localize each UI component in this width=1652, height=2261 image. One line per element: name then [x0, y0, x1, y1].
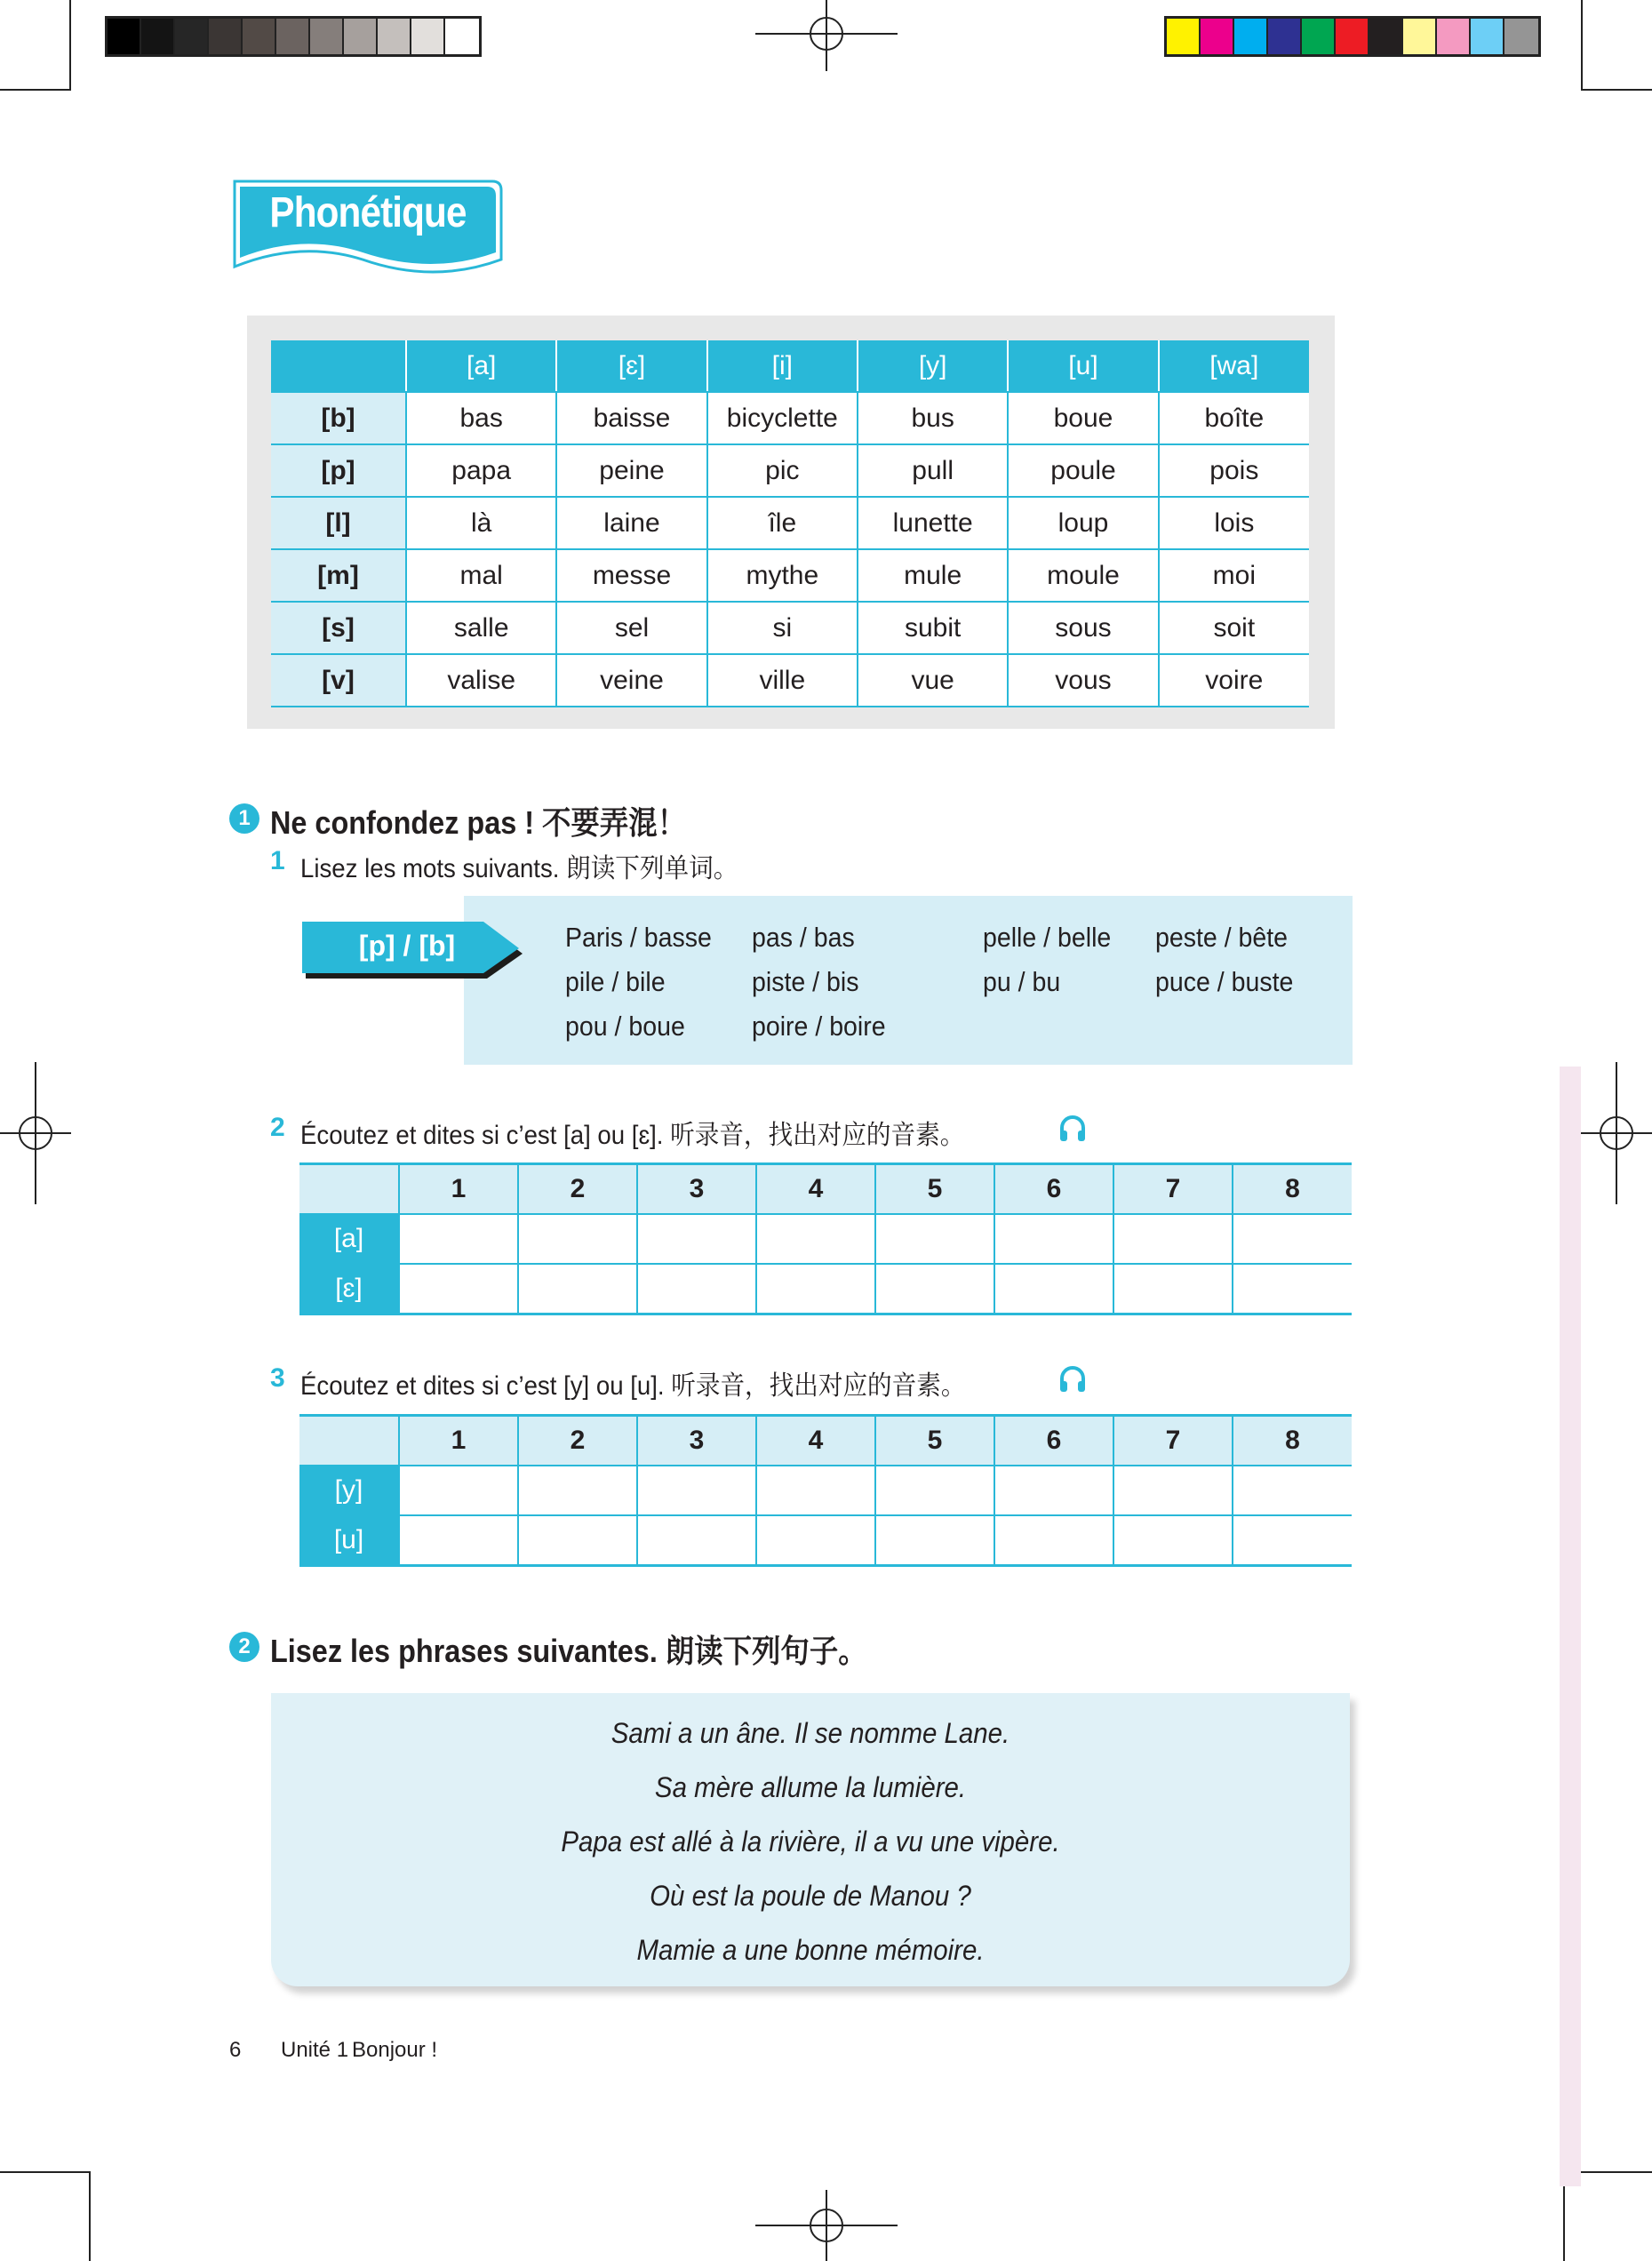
- table-cell: peine: [556, 444, 706, 497]
- table-row: [271, 497, 1309, 549]
- word-pair: pelle / belle: [983, 922, 1112, 953]
- table-cell: veine: [556, 654, 706, 707]
- answer-cell[interactable]: [1113, 1214, 1233, 1264]
- color-swatch: [1302, 19, 1336, 54]
- table-cell: papa: [406, 444, 556, 497]
- gray-color-bar: [105, 16, 482, 57]
- table-cell: salle: [406, 602, 556, 654]
- table-cell: lois: [1159, 497, 1309, 549]
- listening-table-y-u: [299, 1414, 1352, 1567]
- table-cell: sel: [556, 602, 706, 654]
- sentence: Mamie a une bonne mémoire.: [636, 1934, 985, 1966]
- answer-cell[interactable]: [518, 1515, 637, 1566]
- answer-cell[interactable]: [637, 1515, 756, 1566]
- answer-cell[interactable]: [1233, 1466, 1352, 1515]
- word-pair: poire / boire: [752, 1011, 886, 1042]
- table-row: [271, 444, 1309, 497]
- table-cell: messe: [556, 549, 706, 602]
- table-row: [271, 654, 1309, 707]
- table-cell: moi: [1159, 549, 1309, 602]
- color-swatch: [1336, 19, 1369, 54]
- answer-cell[interactable]: [875, 1466, 994, 1515]
- table-cell: voire: [1159, 654, 1309, 707]
- column-header: 7: [1113, 1164, 1233, 1215]
- footer-unit-title: Bonjour !: [352, 2038, 438, 2062]
- column-header: 5: [875, 1416, 994, 1466]
- phonetic-table-header: [271, 340, 1309, 392]
- exercise-1-number: 1: [229, 803, 259, 834]
- column-header: 7: [1113, 1416, 1233, 1466]
- table-row: [299, 1515, 1352, 1566]
- answer-cell[interactable]: [1233, 1214, 1352, 1264]
- column-header: 3: [637, 1164, 756, 1215]
- answer-cell[interactable]: [1233, 1515, 1352, 1566]
- column-header: [u]: [1008, 340, 1158, 392]
- answer-cell[interactable]: [399, 1214, 518, 1264]
- listening-table-header: [299, 1416, 1352, 1466]
- answer-cell[interactable]: [994, 1466, 1113, 1515]
- answer-cell[interactable]: [637, 1214, 756, 1264]
- table-row: [299, 1264, 1352, 1314]
- answer-cell[interactable]: [637, 1264, 756, 1314]
- registration-mark-bottom: [755, 2190, 898, 2261]
- table-row: [271, 549, 1309, 602]
- phonetique-title: Phonétique: [269, 189, 467, 236]
- color-swatch: [445, 19, 479, 54]
- table-cell: loup: [1008, 497, 1158, 549]
- answer-cell[interactable]: [994, 1214, 1113, 1264]
- color-swatch: [1268, 19, 1302, 54]
- color-swatch: [1201, 19, 1234, 54]
- color-swatch: [243, 19, 276, 54]
- exercise-1-title: Ne confondez pas ! 不要弄混！: [270, 804, 687, 841]
- headphones-icon[interactable]: [1057, 1114, 1088, 1144]
- row-header: [b]: [271, 392, 406, 444]
- column-header: [271, 340, 406, 392]
- table-cell: boue: [1008, 392, 1158, 444]
- column-header: [i]: [707, 340, 858, 392]
- table-cell: là: [406, 497, 556, 549]
- word-pair: pu / bu: [983, 966, 1061, 997]
- column-header: 5: [875, 1164, 994, 1215]
- table-cell: baisse: [556, 392, 706, 444]
- row-header: [y]: [299, 1466, 399, 1515]
- table-cell: poule: [1008, 444, 1158, 497]
- color-swatch: [1504, 19, 1538, 54]
- footer-unit: Unité 1: [281, 2038, 349, 2062]
- table-row: [299, 1214, 1352, 1264]
- color-swatch: [276, 19, 310, 54]
- answer-cell[interactable]: [518, 1264, 637, 1314]
- answer-cell[interactable]: [518, 1466, 637, 1515]
- column-header: 4: [756, 1416, 875, 1466]
- table-cell: subit: [858, 602, 1008, 654]
- table-cell: bus: [858, 392, 1008, 444]
- column-header: 1: [399, 1416, 518, 1466]
- column-header: [wa]: [1159, 340, 1309, 392]
- table-row: [299, 1466, 1352, 1515]
- column-header: 8: [1233, 1164, 1352, 1215]
- row-header: [ɛ]: [299, 1264, 399, 1314]
- word-pair: pou / boue: [565, 1011, 685, 1042]
- pb-label: [p] / [b]: [358, 930, 456, 962]
- sub-exercise-2-instruction: Écoutez et dites si c’est [a] ou [ɛ]. 听录音，找出对应的音素。: [300, 1121, 965, 1150]
- column-header: 6: [994, 1164, 1113, 1215]
- table-cell: pois: [1159, 444, 1309, 497]
- color-swatch: [175, 19, 209, 54]
- word-pair: peste / bête: [1155, 922, 1289, 953]
- column-header: 1: [399, 1164, 518, 1215]
- answer-cell[interactable]: [1113, 1264, 1233, 1314]
- table-cell: bas: [406, 392, 556, 444]
- answer-cell[interactable]: [399, 1515, 518, 1566]
- listening-table-a-e: [299, 1162, 1352, 1315]
- exercise-2-title: Lisez les phrases suivantes. 朗读下列句子。: [270, 1633, 867, 1669]
- process-color-bar: [1164, 16, 1541, 57]
- word-pair: Paris / basse: [565, 922, 712, 953]
- color-swatch: [1369, 19, 1403, 54]
- table-cell: laine: [556, 497, 706, 549]
- answer-cell[interactable]: [756, 1466, 875, 1515]
- row-header: [a]: [299, 1214, 399, 1264]
- sentence: Où est la poule de Manou ?: [650, 1880, 971, 1912]
- side-decoration-bar: [1560, 1067, 1581, 2186]
- table-cell: île: [707, 497, 858, 549]
- word-pair: pas / bas: [752, 922, 855, 953]
- answer-cell[interactable]: [994, 1515, 1113, 1566]
- table-cell: valise: [406, 654, 556, 707]
- column-header: 8: [1233, 1416, 1352, 1466]
- color-swatch: [209, 19, 243, 54]
- row-header: [s]: [271, 602, 406, 654]
- word-pair: puce / buste: [1155, 966, 1294, 997]
- color-swatch: [108, 19, 141, 54]
- table-cell: soit: [1159, 602, 1309, 654]
- column-header: 2: [518, 1416, 637, 1466]
- word-pair: pile / bile: [565, 966, 666, 997]
- color-swatch: [1403, 19, 1437, 54]
- answer-cell[interactable]: [875, 1515, 994, 1566]
- color-swatch: [1234, 19, 1268, 54]
- sub-exercise-3-instruction: Écoutez et dites si c’est [y] ou [u]. 听录音，找出对应的音素。: [300, 1371, 966, 1401]
- table-cell: vue: [858, 654, 1008, 707]
- page-number: 6: [229, 2038, 242, 2062]
- row-header: [l]: [271, 497, 406, 549]
- sub-exercise-3-number: 3: [270, 1363, 285, 1393]
- phonetic-table: [271, 340, 1309, 707]
- table-cell: mule: [858, 549, 1008, 602]
- table-cell: moule: [1008, 549, 1158, 602]
- sub-exercise-2-number: 2: [270, 1113, 285, 1142]
- answer-cell[interactable]: [1113, 1466, 1233, 1515]
- column-header: 6: [994, 1416, 1113, 1466]
- registration-mark-top: [755, 0, 898, 71]
- answer-cell[interactable]: [399, 1466, 518, 1515]
- answer-cell[interactable]: [637, 1466, 756, 1515]
- sub-exercise-1-number: 1: [270, 846, 285, 875]
- table-cell: si: [707, 602, 858, 654]
- table-cell: bicyclette: [707, 392, 858, 444]
- row-header: [u]: [299, 1515, 399, 1566]
- color-swatch: [1437, 19, 1471, 54]
- color-swatch: [141, 19, 175, 54]
- table-row: [271, 392, 1309, 444]
- column-header: 2: [518, 1164, 637, 1215]
- table-row: [271, 602, 1309, 654]
- table-cell: sous: [1008, 602, 1158, 654]
- headphones-icon[interactable]: [1057, 1364, 1088, 1394]
- row-header: [m]: [271, 549, 406, 602]
- column-header: [299, 1416, 399, 1466]
- color-swatch: [1471, 19, 1504, 54]
- table-cell: boîte: [1159, 392, 1309, 444]
- color-swatch: [1167, 19, 1201, 54]
- sentence: Sami a un âne. Il se nomme Lane.: [611, 1717, 1010, 1749]
- color-swatch: [310, 19, 344, 54]
- answer-cell[interactable]: [756, 1515, 875, 1566]
- column-header: [y]: [858, 340, 1008, 392]
- table-cell: pic: [707, 444, 858, 497]
- answer-cell[interactable]: [875, 1264, 994, 1314]
- answer-cell[interactable]: [756, 1214, 875, 1264]
- table-cell: lunette: [858, 497, 1008, 549]
- column-header: [299, 1164, 399, 1215]
- column-header: 3: [637, 1416, 756, 1466]
- table-cell: mal: [406, 549, 556, 602]
- table-cell: ville: [707, 654, 858, 707]
- color-swatch: [378, 19, 411, 54]
- row-header: [p]: [271, 444, 406, 497]
- answer-cell[interactable]: [399, 1264, 518, 1314]
- column-header: [a]: [406, 340, 556, 392]
- table-cell: vous: [1008, 654, 1158, 707]
- color-swatch: [411, 19, 445, 54]
- row-header: [v]: [271, 654, 406, 707]
- answer-cell[interactable]: [875, 1214, 994, 1264]
- answer-cell[interactable]: [1113, 1515, 1233, 1566]
- column-header: [ɛ]: [556, 340, 706, 392]
- color-swatch: [344, 19, 378, 54]
- sub-exercise-1-instruction: Lisez les mots suivants. 朗读下列单词。: [300, 854, 738, 883]
- listening-table-header: [299, 1164, 1352, 1215]
- sentence: Sa mère allume la lumière.: [654, 1771, 967, 1803]
- registration-mark-right: [1581, 1062, 1652, 1204]
- answer-cell[interactable]: [1233, 1264, 1352, 1314]
- sentence: Papa est allé à la rivière, il a vu une vipère.: [561, 1826, 1060, 1858]
- registration-mark-left: [0, 1062, 71, 1204]
- column-header: 4: [756, 1164, 875, 1215]
- table-cell: pull: [858, 444, 1008, 497]
- table-cell: mythe: [707, 549, 858, 602]
- answer-cell[interactable]: [518, 1214, 637, 1264]
- exercise-2-number: 2: [229, 1632, 259, 1662]
- answer-cell[interactable]: [994, 1264, 1113, 1314]
- answer-cell[interactable]: [756, 1264, 875, 1314]
- word-pair: piste / bis: [752, 966, 859, 997]
